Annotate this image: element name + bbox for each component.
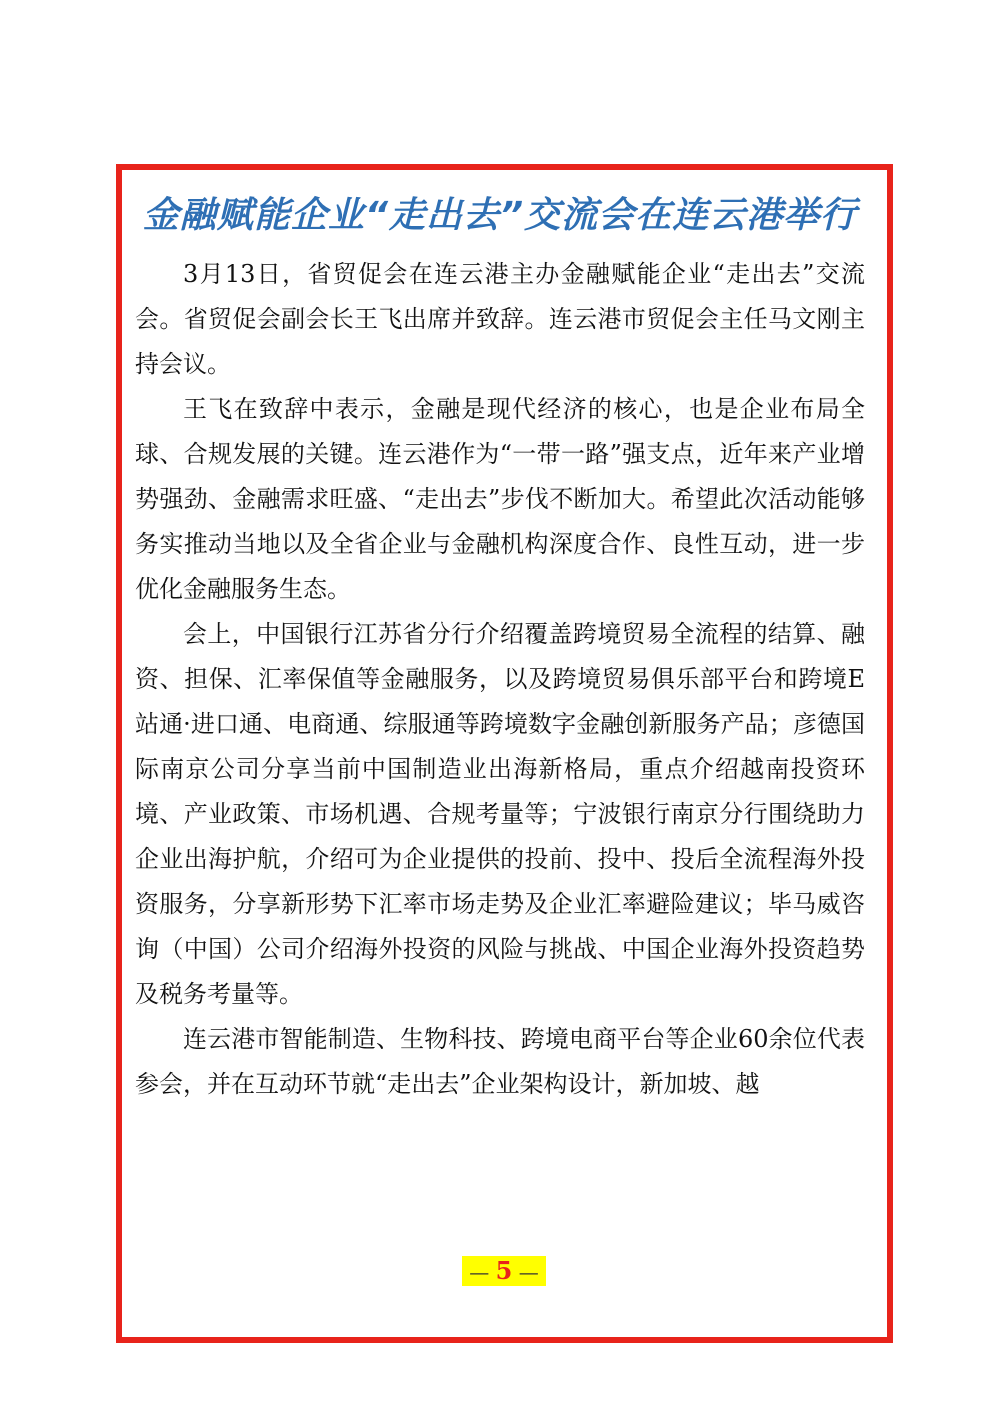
article-title: 金融赋能企业“走出去”交流会在连云港举行 — [142, 195, 858, 236]
page-number-dash-left: — — [469, 1260, 490, 1284]
article-body — [135, 252, 865, 1107]
paragraph: 连云港市智能制造、生物科技、跨境电商平台等企业60余位代表参会，并在互动环节就“走出去”企业架构设计，新加坡、越 — [135, 1025, 865, 1098]
page-number-badge — [462, 1256, 546, 1286]
paragraph: 王飞在致辞中表示，金融是现代经济的核心，也是企业布局全球、合规发展的关键。连云港作为“一带一路”强支点，近年来产业增势强劲、金融需求旺盛、“走出去”步伐不断加大。希望此次活动能够务实推动当地以及全省企业与金融机构深度合作、良性互动，进一步优化金融服务生态。 — [135, 395, 865, 603]
page-number-dash-right: — — [518, 1260, 539, 1284]
paragraph: 会上，中国银行江苏省分行介绍覆盖跨境贸易全流程的结算、融资、担保、汇率保值等金融服务，以及跨境贸易俱乐部平台和跨境E站通·进口通、电商通、综服通等跨境数字金融创新服务产品；彦德国际南京公司分享当前中国制造业出海新格局，重点介绍越南投资环境、产业政策、市场机遇、合规考量等；宁波银行南京分行围绕助力企业出海护航，介绍可为企业提供的投前、投中、投后全流程海外投资服务，分享新形势下汇率市场走势及企业汇率避险建议；毕马威咨询（中国）公司介绍海外投资的风险与挑战、中国企业海外投资趋势及税务考量等。 — [135, 620, 865, 1008]
paragraph: 3月13日，省贸促会在连云港主办金融赋能企业“走出去”交流会。省贸促会副会长王飞出席并致辞。连云港市贸促会主任马文刚主持会议。 — [135, 260, 865, 378]
page-number: 5 — [495, 1256, 513, 1285]
